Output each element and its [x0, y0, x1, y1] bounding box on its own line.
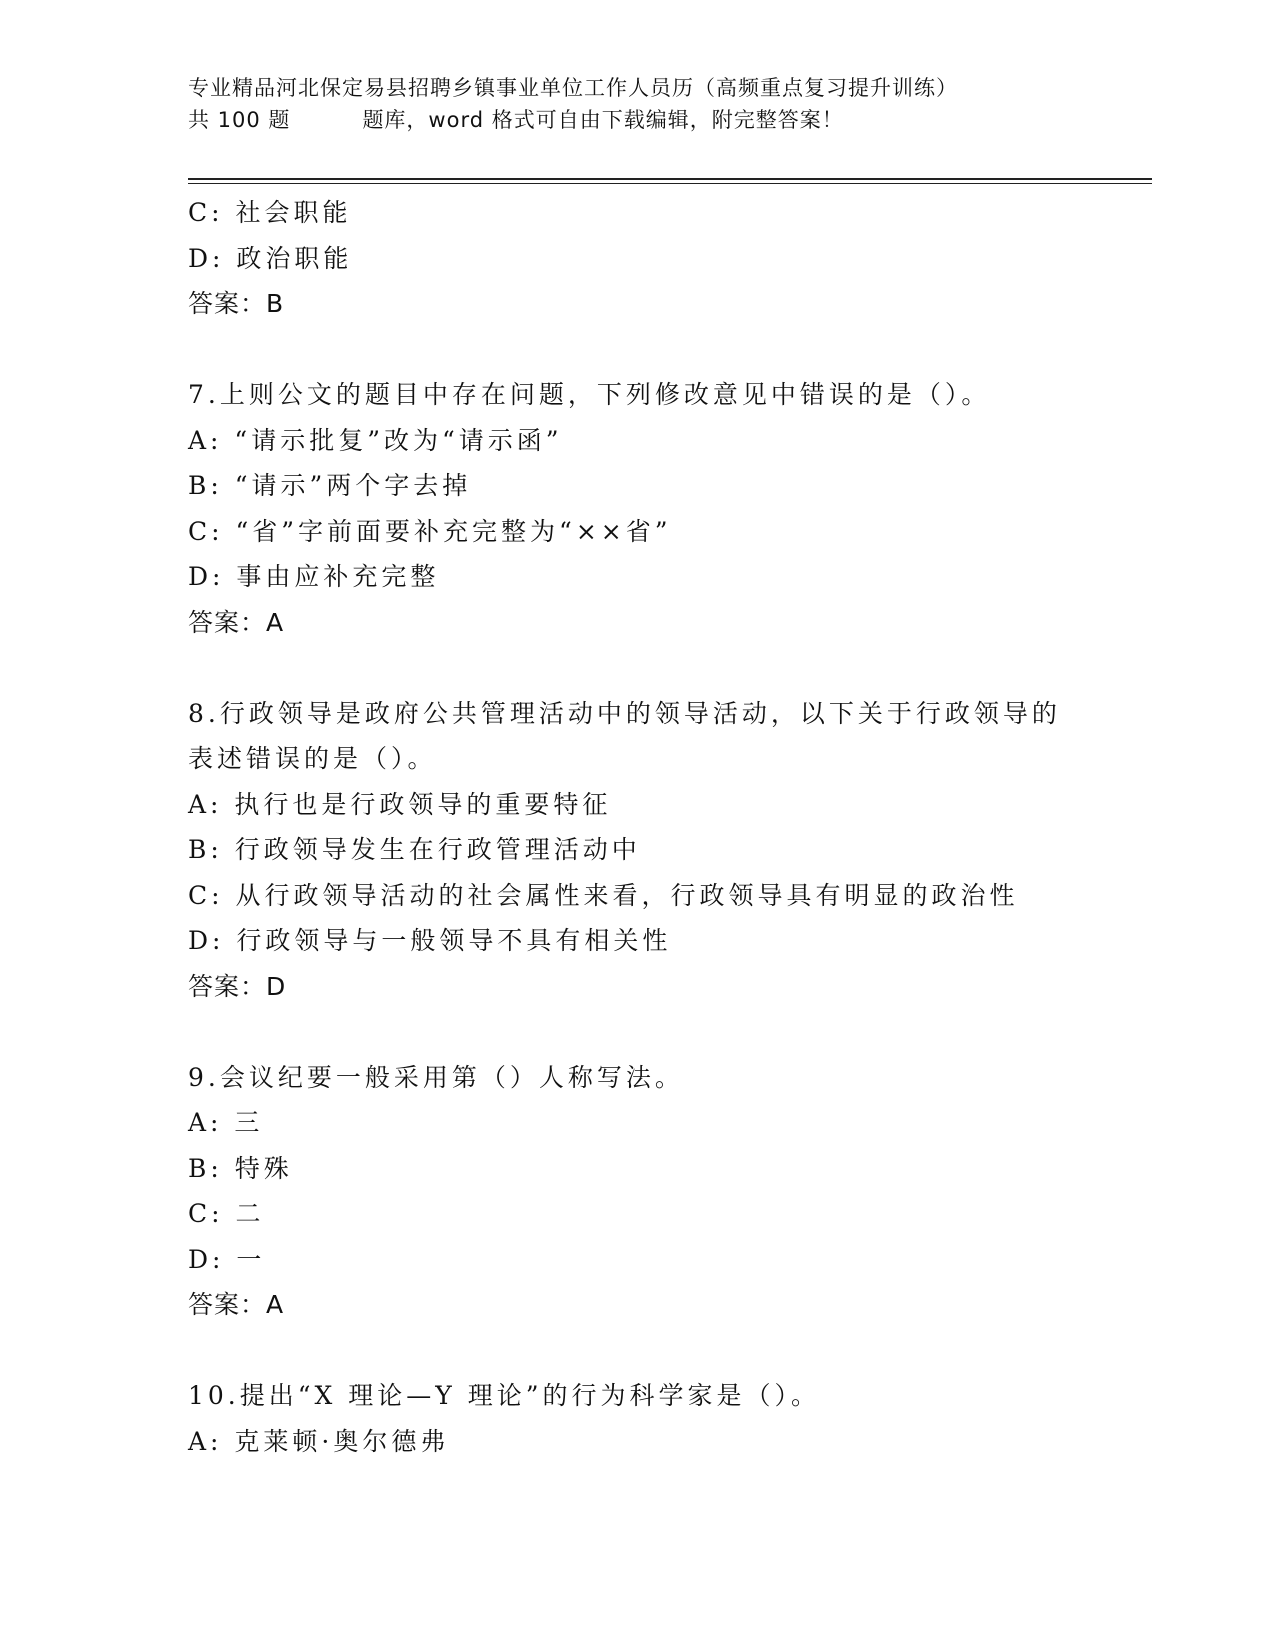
option-q8-d: D: 行政领导与一般领导不具有相关性 [188, 926, 672, 955]
page-header [188, 72, 1108, 136]
option-q9-d: D: 一 [188, 1244, 266, 1274]
option-q8-a: A: 执行也是行政领导的重要特征 [188, 789, 612, 819]
answer-q7: 答案：A [188, 607, 285, 637]
option-q9-a: A: 三 [188, 1108, 264, 1137]
option-q7-d: D: 事由应补充完整 [188, 562, 440, 591]
option-q8-b: B: 行政领导发生在行政管理活动中 [188, 835, 641, 864]
option-q7-b: B: “请示”两个字去掉 [188, 471, 472, 500]
header-divider-thin [188, 183, 1152, 184]
header-divider [188, 178, 1152, 180]
option-q9-c: C: 二 [188, 1199, 265, 1228]
question-list [188, 190, 1108, 1464]
question-9-stem: 9.会议纪要一般采用第（）人称写法。 [188, 1062, 684, 1092]
option-q9-b: B: 特殊 [188, 1153, 293, 1183]
header-title: 专业精品河北保定易县招聘乡镇事业单位工作人员历（高频重点复习提升训练） [188, 76, 958, 100]
question-8-stem-line2: 表述错误的是（）。 [188, 744, 437, 773]
option-q7-a: A: “请示批复”改为“请示函” [188, 425, 563, 455]
option-q6-c: C: 社会职能 [188, 198, 352, 227]
answer-q9: 答案：A [188, 1290, 285, 1319]
header-subtitle [188, 104, 1108, 136]
option-q8-c: C: 从行政领导活动的社会属性来看，行政领导具有明显的政治性 [188, 880, 1019, 910]
option-q7-c: C: “省”字前面要补充完整为“××省” [188, 516, 672, 546]
header-description: 题库，word 格式可自由下载编辑，附完整答案！ [362, 108, 844, 132]
question-10-stem: 10.提出“X 理论—Y 理论”的行为科学家是（）。 [188, 1381, 821, 1410]
question-8-stem-line1: 8.行政领导是政府公共管理活动中的领导活动，以下关于行政领导的 [188, 698, 1061, 728]
answer-q6: 答案：B [188, 289, 285, 318]
header-count: 共 100 题 [188, 108, 291, 132]
answer-q8: 答案：D [188, 971, 287, 1001]
question-7-stem: 7.上则公文的题目中存在问题，下列修改意见中错误的是（）。 [188, 380, 991, 409]
option-q10-a: A: 克莱顿·奥尔德弗 [188, 1426, 450, 1456]
option-q6-d: D: 政治职能 [188, 243, 353, 273]
